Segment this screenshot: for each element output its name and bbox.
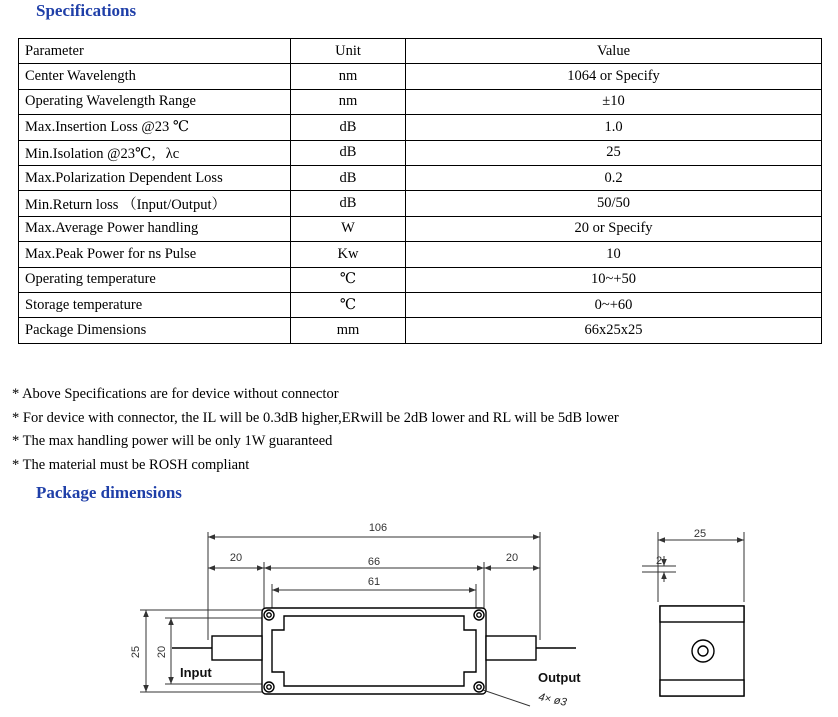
note-item: * For device with connector, the IL will be 0.3dB higher,ERwill be 2dB lower and RL will be 5dB lower bbox=[12, 409, 619, 426]
table-row bbox=[19, 191, 822, 216]
row-parameter: Operating temperature bbox=[19, 267, 291, 292]
table-row bbox=[19, 292, 822, 317]
dim-left-lead-label: 20 bbox=[229, 552, 243, 564]
package-drawing bbox=[0, 505, 838, 717]
row-parameter: Min.Isolation @23℃，λc bbox=[19, 140, 291, 165]
header-unit: Unit bbox=[291, 39, 406, 64]
row-unit: mm bbox=[291, 318, 406, 343]
dim-side-small-label: 2 bbox=[655, 555, 663, 567]
table-row bbox=[19, 140, 822, 165]
row-parameter: Max.Peak Power for ns Pulse bbox=[19, 242, 291, 267]
specifications-table bbox=[18, 38, 822, 344]
notes-list bbox=[12, 384, 619, 478]
row-parameter: Operating Wavelength Range bbox=[19, 89, 291, 114]
side-view-bottom-band bbox=[660, 680, 744, 696]
row-value: 20 or Specify bbox=[406, 216, 822, 241]
row-unit: nm bbox=[291, 64, 406, 89]
dim-overall-label: 106 bbox=[368, 522, 388, 534]
row-value: 66x25x25 bbox=[406, 318, 822, 343]
row-value: 10 bbox=[406, 242, 822, 267]
table-row bbox=[19, 267, 822, 292]
table-row bbox=[19, 89, 822, 114]
row-parameter: Storage temperature bbox=[19, 292, 291, 317]
row-parameter: Max.Polarization Dependent Loss bbox=[19, 165, 291, 190]
output-boot bbox=[486, 636, 536, 660]
dim-body-label: 66 bbox=[367, 556, 381, 568]
row-value: 50/50 bbox=[406, 191, 822, 216]
dim-inner-label: 61 bbox=[367, 576, 381, 588]
row-parameter: Center Wavelength bbox=[19, 64, 291, 89]
note-item: * The max handling power will be only 1W guaranteed bbox=[12, 433, 333, 450]
input-label: Input bbox=[180, 665, 212, 680]
row-unit: ℃ bbox=[291, 292, 406, 317]
row-value: 0~+60 bbox=[406, 292, 822, 317]
row-unit: ℃ bbox=[291, 267, 406, 292]
table-row bbox=[19, 115, 822, 140]
row-unit: dB bbox=[291, 191, 406, 216]
header-parameter: Parameter bbox=[19, 39, 291, 64]
row-value: 1.0 bbox=[406, 115, 822, 140]
body-inner-outline bbox=[272, 616, 476, 686]
table-row bbox=[19, 64, 822, 89]
row-value: 0.2 bbox=[406, 165, 822, 190]
input-boot bbox=[212, 636, 262, 660]
row-value: 10~+50 bbox=[406, 267, 822, 292]
table-row bbox=[19, 242, 822, 267]
row-parameter: Max.Insertion Loss @23 ℃ bbox=[19, 115, 291, 140]
table-row bbox=[19, 318, 822, 343]
row-parameter: Max.Average Power handling bbox=[19, 216, 291, 241]
note-item: * The material must be ROSH compliant bbox=[12, 456, 250, 473]
row-value: 1064 or Specify bbox=[406, 64, 822, 89]
row-unit: dB bbox=[291, 165, 406, 190]
side-view-top-band bbox=[660, 606, 744, 622]
row-unit: dB bbox=[291, 115, 406, 140]
row-unit: Kw bbox=[291, 242, 406, 267]
package-dimensions-heading: Package dimensions bbox=[36, 483, 182, 502]
note-item: * Above Specifications are for device without connector bbox=[12, 386, 339, 402]
specifications-heading: Specifications bbox=[36, 1, 137, 20]
row-parameter: Package Dimensions bbox=[19, 318, 291, 343]
row-unit: dB bbox=[291, 140, 406, 165]
row-parameter: Min.Return loss （Input/Output） bbox=[19, 191, 291, 216]
row-unit: W bbox=[291, 216, 406, 241]
row-value: ±10 bbox=[406, 89, 822, 114]
table-row bbox=[19, 165, 822, 190]
table-header-row bbox=[19, 39, 822, 64]
row-unit: nm bbox=[291, 89, 406, 114]
hole-leader-line bbox=[483, 690, 530, 706]
dim-height-label: 25 bbox=[130, 645, 142, 659]
dim-height-inner-label: 20 bbox=[156, 645, 168, 659]
row-value: 25 bbox=[406, 140, 822, 165]
dim-side-width-label: 25 bbox=[693, 528, 707, 540]
table-row bbox=[19, 216, 822, 241]
holes-label: 4× ø3 bbox=[537, 691, 568, 709]
output-label: Output bbox=[538, 670, 581, 685]
header-value: Value bbox=[406, 39, 822, 64]
dim-right-lead-label: 20 bbox=[505, 552, 519, 564]
